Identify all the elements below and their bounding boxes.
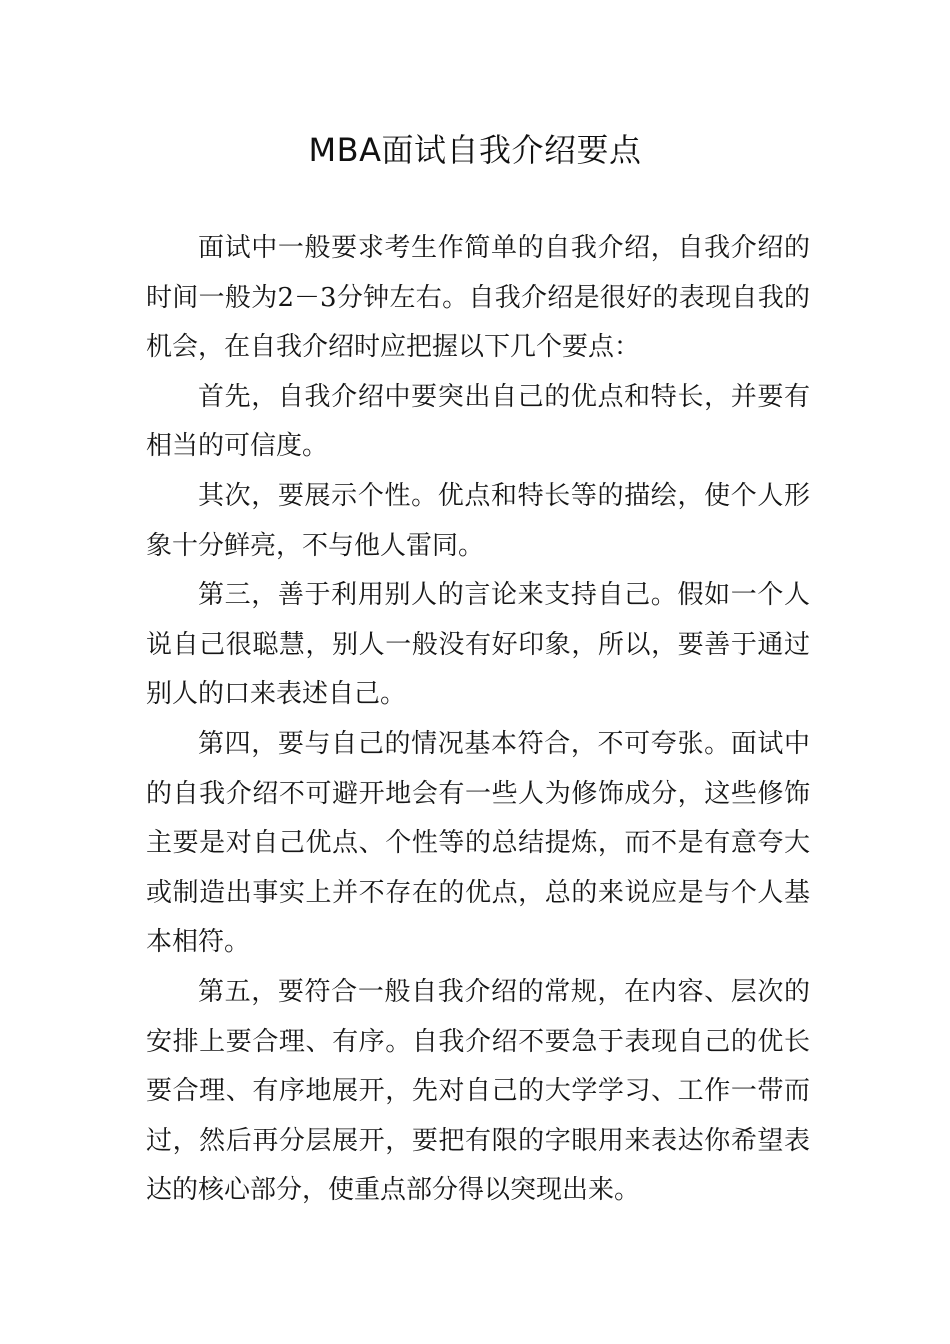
paragraph-intro: 面试中一般要求考生作简单的自我介绍，自我介绍的时间一般为2－3分钟左右。自我介绍是很好的表现自我的机会，在自我介绍时应把握以下几个要点：: [146, 233, 810, 363]
paragraph-point-4: 第四，要与自己的情况基本符合，不可夸张。面试中的自我介绍不可避开地会有一些人为修饰成分，这些修饰主要是对自己优点、个性等的总结提炼，而不是有意夸大或制造出事实上并不存在的优点，总的来说应是与个人基本相符。: [146, 728, 810, 958]
paragraph-point-5: 第五，要符合一般自我介绍的常规，在内容、层次的安排上要合理、有序。自我介绍不要急于表现自己的优长要合理、有序地展开，先对自己的大学学习、工作一带而过，然后再分层展开，要把有限的字眼用来表达你希望表达的核心部分，使重点部分得以突现出来。: [146, 976, 810, 1206]
document-title: MBA面试自我介绍要点: [308, 131, 642, 169]
document-body: [146, 224, 810, 1216]
paragraph-point-2: 其次，要展示个性。优点和特长等的描绘，使个人形象十分鲜亮，不与他人雷同。: [146, 480, 810, 561]
paragraph-point-1: 首先，自我介绍中要突出自己的优点和特长，并要有相当的可信度。: [146, 381, 810, 462]
paragraph-point-3: 第三，善于利用别人的言论来支持自己。假如一个人说自己很聪慧，别人一般没有好印象，所以，要善于通过别人的口来表述自己。: [146, 580, 810, 710]
